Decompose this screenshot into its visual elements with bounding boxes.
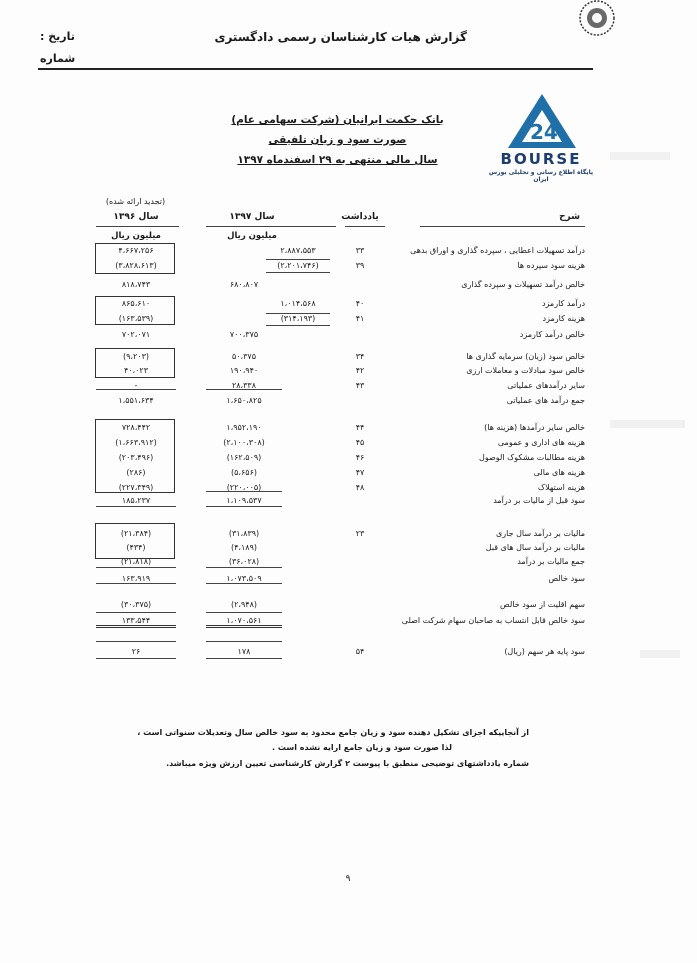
row-value-1396: ۱۸۵،۲۳۷ (121, 496, 151, 505)
logo-wordmark: BOURSE (500, 150, 582, 168)
row-value-1397: (۲۲۰،۰۰۵) (226, 483, 262, 492)
row-value-1397: ۵۰،۳۷۵ (231, 352, 257, 361)
row-value-1397: ۶۸۰،۸۰۷ (229, 280, 259, 289)
row-value-1396: ۱،۵۵۱،۶۳۴ (118, 396, 154, 405)
row-value-1397: (۱۶۲،۵۰۹) (226, 453, 262, 462)
row-description: هزینه کارمزد (542, 314, 585, 323)
statement-row (0, 328, 697, 342)
row-note: ۳۹ (355, 261, 365, 270)
footnote: از آنجاییکه اجزای تشکیل دهنده سود و زیان جامع محدود به سود خالص سال وتعدیلات سنواتی است ، (137, 728, 529, 737)
row-description: درآمد تسهیلات اعطایی ، سپرده گذاری و اوراق بدهی (410, 246, 585, 255)
row-value-1397: ۱،۶۵۰،۸۲۵ (226, 396, 262, 405)
footnote: لذا صورت سود و زیان جامع ارایه نشده است . (272, 743, 452, 752)
row-note: ۴۱ (355, 314, 365, 323)
row-value-1397: ۱،۱۰۹،۵۳۷ (226, 496, 262, 505)
header-rule-description (420, 226, 585, 227)
row-value-1396: (۲۸۶) (126, 468, 146, 477)
statement-row (0, 421, 697, 435)
row-value-1396: (۳،۸۲۸،۶۱۳) (115, 261, 157, 270)
row-value-1397: ۱،۰۷۳،۵۰۹ (226, 574, 262, 583)
row-value-1396: (۲۰۳،۴۹۶) (118, 453, 154, 462)
row-description: هزینه مطالبات مشکوک الوصول (479, 453, 585, 462)
row-value-1397: ۲۸،۳۳۸ (231, 381, 257, 390)
unit-1397: میلیون ریال (227, 231, 277, 241)
row-note: ۴۶ (355, 453, 365, 462)
row-description: خالص سود مبادلات و معاملات ارزی (466, 366, 585, 375)
seal-emblem (576, 0, 618, 42)
row-value-1396: (۲۲۷،۳۴۹) (118, 483, 154, 492)
row-description: خالص سایر درآمدها (هزینه ها) (484, 423, 585, 432)
row-note: ۴۰ (355, 299, 365, 308)
row-note: ۴۳ (355, 381, 365, 390)
row-value-1396: ۱۶۳،۹۱۹ (121, 574, 151, 583)
footnote: شماره یادداشتهای توضیحی منطبق با پیوست ۲ گزارش کارشناسی تعیین ارزش ویژه میباشد. (166, 759, 529, 768)
row-value-1396: (۹،۲۰۳) (122, 352, 149, 361)
total-rule-1396 (96, 612, 176, 613)
row-value-1397-detail: ۱،۰۱۴،۵۶۸ (280, 299, 316, 308)
row-description: خالص سود (زیان) سرمایه گذاری ها (466, 352, 585, 361)
row-value-1396: (۴۳۴) (126, 543, 146, 552)
statement-row (0, 350, 697, 364)
row-value-1396: ۸۱۸،۷۴۳ (121, 280, 151, 289)
row-value-1396: ۷۲۸،۴۴۲ (121, 423, 151, 432)
statement-row (0, 259, 697, 273)
row-value-1396: ۲۶ (131, 647, 141, 656)
row-value-1397: (۴،۱۸۹) (230, 543, 257, 552)
row-value-1397: (۲،۹۴۸) (230, 600, 257, 609)
statement-row (0, 572, 697, 586)
row-value-1396: (۳۰،۳۷۵) (120, 600, 152, 609)
row-note: ۳۳ (355, 246, 365, 255)
company-name: بانک حکمت ایرانیان (شرکت سهامی عام) (231, 114, 444, 126)
eps-rule-1396 (96, 641, 176, 642)
eps-rule-1397 (206, 641, 282, 642)
row-note: ۴۵ (355, 438, 365, 447)
row-value-1397: ۱،۹۵۲،۱۹۰ (226, 423, 262, 432)
row-value-1397: (۵،۶۵۶) (230, 468, 257, 477)
row-description: درآمد کارمزد (541, 299, 585, 308)
statement-row (0, 527, 697, 541)
statement-row (0, 645, 697, 659)
row-value-1396: (۲۱،۸۱۸) (120, 557, 152, 566)
row-note: ۴۲ (355, 366, 365, 375)
bleed-mark (610, 420, 685, 428)
report-header-title: گزارش هیات کارشناسان رسمی دادگستری (214, 30, 467, 44)
row-description: سود خالص قابل انتساب به صاحبان سهام شرکت اصلی (401, 616, 585, 625)
row-note: ۴۸ (355, 483, 365, 492)
row-value-1396: ۴۰،۰۲۳ (123, 366, 149, 375)
statement-row (0, 614, 697, 628)
column-header-note: یادداشت (341, 212, 379, 222)
column-header-1397: سال ۱۳۹۷ (229, 212, 275, 222)
statement-row (0, 481, 697, 495)
statement-row (0, 466, 697, 480)
logo-subtitle: پایگاه اطلاع رسانی و تحلیلی بورس ایران (488, 169, 594, 183)
row-description: هزینه های اداری و عمومی (497, 438, 585, 447)
row-value-1396: (۱۶۳،۵۳۹) (118, 314, 154, 323)
row-description: مالیات بر درآمد سال جاری (496, 529, 585, 538)
statement-title: صورت سود و زیان تلفیقی (268, 134, 407, 146)
row-value-1396: (۲۱،۳۸۴) (120, 529, 152, 538)
statement-row (0, 312, 697, 326)
row-note: ۵۴ (355, 647, 365, 656)
statement-row (0, 451, 697, 465)
row-description: هزینه سود سپرده ها (517, 261, 585, 270)
header-divider (38, 68, 593, 70)
row-value-1397: (۲،۱۰۰،۳۰۸) (223, 438, 265, 447)
number-label: شماره (40, 52, 76, 65)
column-header-description: شرح (559, 212, 580, 222)
row-value-1396: ۴،۶۶۷،۲۵۶ (118, 246, 154, 255)
row-value-1397: ۱۹۰،۹۴۰ (229, 366, 259, 375)
row-description: سود قبل از مالیات بر درآمد (493, 496, 585, 505)
row-value-1397-detail: (۳۱۴،۱۹۳) (280, 314, 316, 323)
statement-row (0, 555, 697, 569)
row-value-1397: (۳۱،۸۳۹) (228, 529, 260, 538)
header-rule-1396 (96, 226, 179, 227)
row-note: ۴۷ (355, 468, 365, 477)
column-header-1396: سال ۱۳۹۶ (113, 212, 159, 222)
row-value-1396: ۱۳۳،۵۴۴ (121, 616, 151, 625)
header-rule-1397 (206, 226, 336, 227)
row-value-1397-detail: ۲،۸۸۷،۵۵۳ (280, 246, 316, 255)
row-note: ۴۴ (355, 423, 365, 432)
row-description: هزینه های مالی (533, 468, 585, 477)
svg-text:24: 24 (530, 120, 558, 144)
restated-note: (تجدید ارائه شده) (105, 197, 166, 206)
statement-row (0, 244, 697, 258)
statement-heading (230, 110, 445, 170)
row-value-1396: (۱،۶۶۳،۹۱۲) (115, 438, 157, 447)
statement-row (0, 379, 697, 393)
row-description: سود خالص (548, 574, 585, 583)
bleed-mark (640, 650, 680, 658)
row-note: ۲۳ (355, 529, 365, 538)
row-description: جمع درآمد های عملیاتی (506, 396, 585, 405)
page-number: ۹ (345, 874, 351, 884)
row-value-1396: - (134, 381, 138, 390)
row-value-1396: ۸۶۵،۶۱۰ (121, 299, 151, 308)
row-value-1396: ۷۰۲،۰۷۱ (121, 330, 151, 339)
statement-row (0, 494, 697, 508)
header-rule-note (345, 226, 385, 227)
row-description: سایر درآمدهای عملیاتی (507, 381, 585, 390)
total-rule-1397 (206, 612, 282, 613)
statement-row (0, 364, 697, 378)
unit-1396: میلیون ریال (111, 231, 161, 241)
row-description: خالص درآمد کارمزد (519, 330, 585, 339)
bleed-mark (610, 152, 670, 160)
row-description: سهم اقلیت از سود خالص (500, 600, 585, 609)
row-note: ۳۴ (355, 352, 365, 361)
row-value-1397: ۱۷۸ (237, 647, 251, 656)
statement-row (0, 541, 697, 555)
date-label: تاریخ : (40, 30, 75, 43)
row-value-1397: ۱،۰۷۰،۵۶۱ (226, 616, 262, 625)
statement-row (0, 297, 697, 311)
statement-row (0, 394, 697, 408)
row-description: مالیات بر درآمد سال های قبل (485, 543, 585, 552)
row-description: جمع مالیات بر درآمد (517, 557, 585, 566)
statement-row (0, 436, 697, 450)
row-value-1397: ۷۰۰،۳۷۵ (229, 330, 259, 339)
row-description: هزینه استهلاک (537, 483, 585, 492)
row-value-1397: (۳۶،۰۲۸) (228, 557, 260, 566)
row-description: خالص درآمد تسهیلات و سپرده گذاری (461, 280, 585, 289)
row-description: سود پایه هر سهم (ریال) (504, 647, 585, 656)
statement-row (0, 598, 697, 612)
row-value-1397-detail: (۲،۲۰۱،۷۴۶) (277, 261, 319, 270)
statement-period: سال مالی منتهی به ۲۹ اسفندماه ۱۳۹۷ (237, 154, 438, 166)
statement-row (0, 278, 697, 292)
